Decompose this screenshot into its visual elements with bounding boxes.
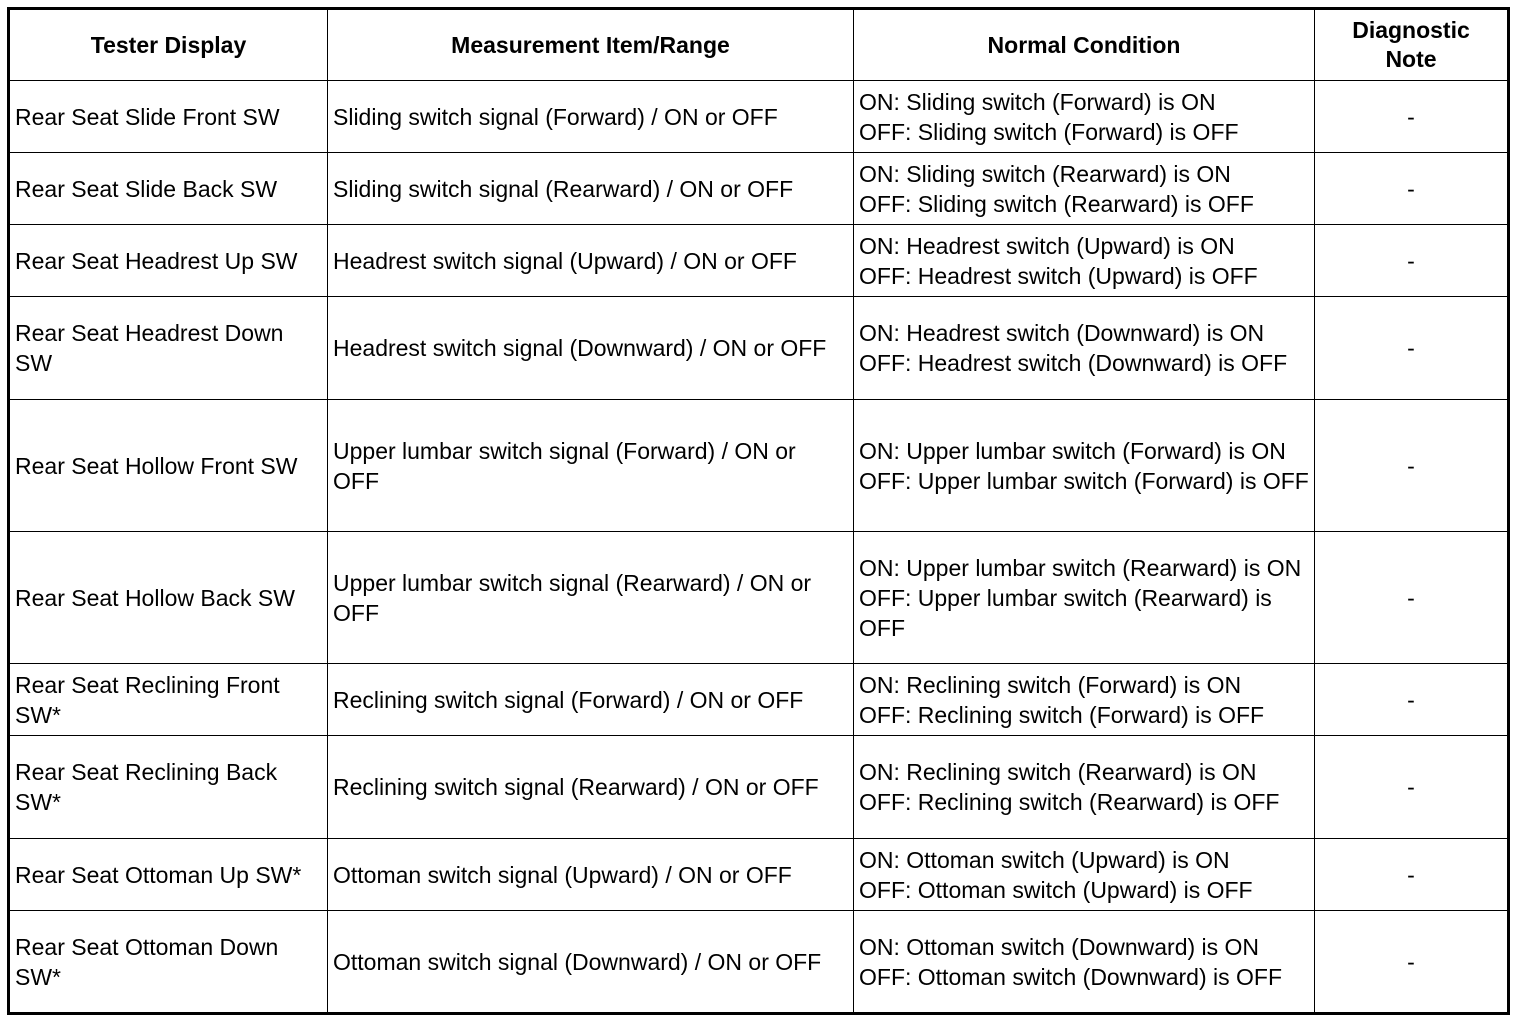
normal-condition-cell [854,225,1315,297]
condition-on-text: ON: Upper lumbar switch (Forward) is ON [859,437,1286,464]
header-diagnostic-note-line2: Note [1385,46,1437,72]
tester-display-cell: Rear Seat Slide Back SW [9,153,328,225]
table-row [9,664,1509,736]
normal-condition-cell [854,532,1315,664]
condition-on-text: ON: Sliding switch (Rearward) is ON [859,160,1231,187]
tester-display-cell: Rear Seat Hollow Front SW [9,400,328,532]
diagnostic-note-cell: - [1315,153,1509,225]
condition-on-text: ON: Ottoman switch (Downward) is ON [859,933,1260,960]
measurement-cell: Sliding switch signal (Rearward) / ON or OFF [328,153,854,225]
diagnostic-note-cell: - [1315,839,1509,911]
tester-display-cell: Rear Seat Hollow Back SW [9,532,328,664]
normal-condition-cell [854,81,1315,153]
header-tester-display: Tester Display [9,9,328,81]
normal-condition-cell [854,153,1315,225]
table-row [9,297,1509,400]
measurement-cell: Upper lumbar switch signal (Forward) / ON or OFF [328,400,854,532]
diagnostic-note-cell: - [1315,400,1509,532]
table-row [9,532,1509,664]
condition-off-text: OFF: Headrest switch (Upward) is OFF [859,262,1258,289]
table-row [9,839,1509,911]
header-diagnostic-note-line1: Diagnostic [1352,17,1470,43]
measurement-cell: Headrest switch signal (Downward) / ON or OFF [328,297,854,400]
condition-on-text: ON: Reclining switch (Rearward) is ON [859,759,1257,785]
normal-condition-cell [854,297,1315,400]
condition-on-text: ON: Sliding switch (Forward) is ON [859,88,1216,115]
measurement-cell: Headrest switch signal (Upward) / ON or OFF [328,225,854,297]
normal-condition-cell [854,911,1315,1014]
condition-on-text: ON: Ottoman switch (Upward) is ON [859,846,1230,873]
condition-off-text: OFF: Upper lumbar switch (Rearward) is OFF [859,584,1272,641]
tester-display-cell: Rear Seat Reclining Front SW* [9,664,328,736]
tester-display-cell: Rear Seat Headrest Down SW [9,297,328,400]
normal-condition-cell [854,839,1315,911]
data-list-table [7,7,1510,1015]
measurement-cell: Reclining switch signal (Rearward) / ON or OFF [328,736,854,839]
header-row [9,9,1509,81]
diagnostic-note-cell: - [1315,664,1509,736]
normal-condition-cell [854,664,1315,736]
tester-display-cell: Rear Seat Ottoman Up SW* [9,839,328,911]
diagnostic-note-cell: - [1315,297,1509,400]
normal-condition-cell [854,400,1315,532]
tester-display-cell: Rear Seat Ottoman Down SW* [9,911,328,1014]
tester-display-cell: Rear Seat Headrest Up SW [9,225,328,297]
condition-off-text: OFF: Upper lumbar switch (Forward) is OFF [859,467,1309,494]
condition-on-text: ON: Headrest switch (Downward) is ON [859,320,1265,346]
table-row [9,911,1509,1014]
header-diagnostic-note [1315,9,1509,81]
table-row [9,153,1509,225]
condition-off-text: OFF: Ottoman switch (Upward) is OFF [859,876,1253,903]
condition-off-text: OFF: Sliding switch (Forward) is OFF [859,118,1239,145]
condition-on-text: ON: Upper lumbar switch (Rearward) is ON [859,554,1302,581]
diagnostic-note-cell: - [1315,532,1509,664]
normal-condition-cell [854,736,1315,839]
condition-on-text: ON: Headrest switch (Upward) is ON [859,232,1235,259]
diagnostic-note-cell: - [1315,911,1509,1014]
table-row [9,81,1509,153]
measurement-cell: Ottoman switch signal (Downward) / ON or OFF [328,911,854,1014]
measurement-cell: Upper lumbar switch signal (Rearward) / ON or OFF [328,532,854,664]
diagnostic-note-cell: - [1315,81,1509,153]
condition-off-text: OFF: Reclining switch (Forward) is OFF [859,701,1265,728]
measurement-cell: Reclining switch signal (Forward) / ON or OFF [328,664,854,736]
table-row [9,400,1509,532]
condition-off-text: OFF: Headrest switch (Downward) is OFF [859,350,1288,376]
table-body [9,81,1509,1014]
measurement-cell: Ottoman switch signal (Upward) / ON or OFF [328,839,854,911]
condition-on-text: ON: Reclining switch (Forward) is ON [859,671,1242,698]
diagnostic-note-cell: - [1315,225,1509,297]
tester-display-cell: Rear Seat Slide Front SW [9,81,328,153]
tester-display-cell: Rear Seat Reclining Back SW* [9,736,328,839]
table-header [9,9,1509,81]
table-row [9,736,1509,839]
measurement-cell: Sliding switch signal (Forward) / ON or OFF [328,81,854,153]
diagnostic-note-cell: - [1315,736,1509,839]
header-measurement: Measurement Item/Range [328,9,854,81]
condition-off-text: OFF: Ottoman switch (Downward) is OFF [859,963,1283,990]
condition-off-text: OFF: Sliding switch (Rearward) is OFF [859,190,1254,217]
header-normal-condition: Normal Condition [854,9,1315,81]
condition-off-text: OFF: Reclining switch (Rearward) is OFF [859,789,1280,815]
table-row [9,225,1509,297]
